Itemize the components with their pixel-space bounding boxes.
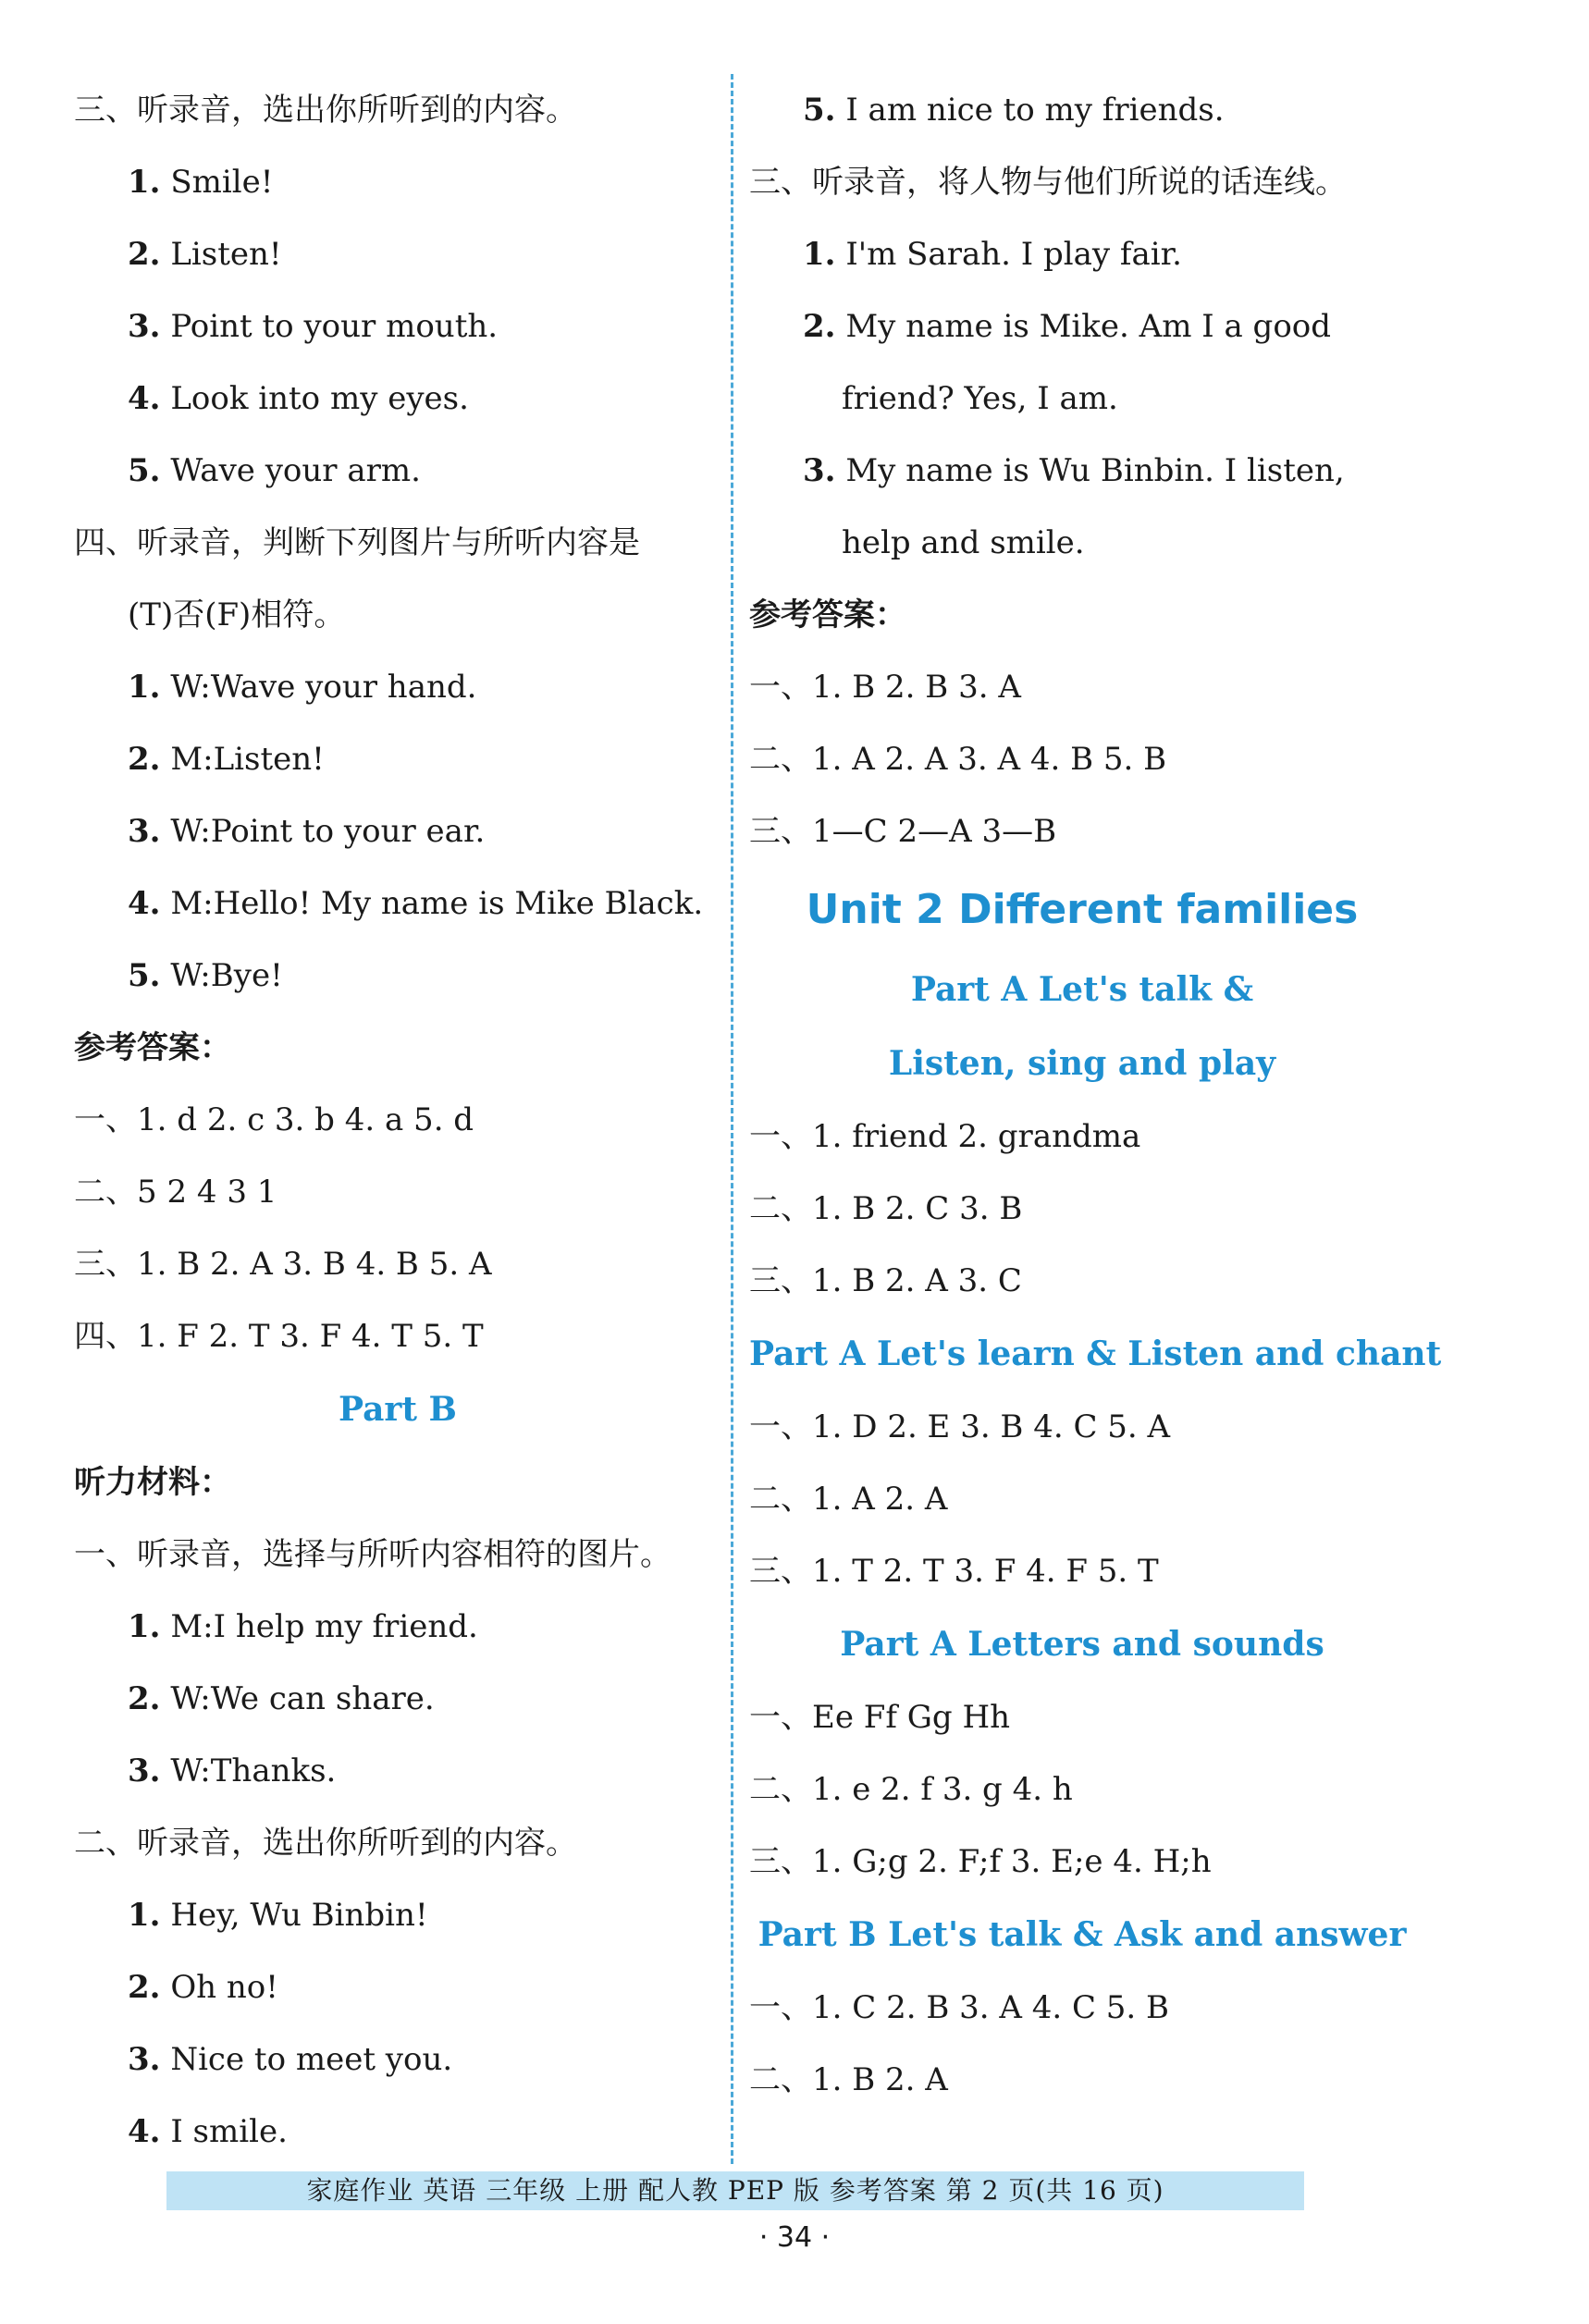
item-text: W:Bye! (170, 957, 283, 994)
column-divider (731, 74, 733, 2164)
item-number: 5. (128, 452, 161, 489)
item-number: 3. (128, 308, 161, 345)
text-line (749, 1972, 1415, 2044)
item-number: 4. (128, 380, 161, 417)
section-title (749, 1027, 1415, 1101)
section-title (749, 1898, 1415, 1972)
item-text: 三、听录音，选出你所听到的内容。 (74, 92, 577, 129)
item-text: 三、1—C 2—A 3—B (749, 813, 1057, 850)
text-line (749, 651, 1415, 723)
text-line (74, 579, 721, 651)
item-number: 3. (803, 452, 836, 489)
item-number: 4. (128, 2113, 161, 2150)
item-text: Listen, sing and play (888, 1044, 1276, 1083)
text-line (74, 1519, 721, 1591)
text-line (74, 146, 721, 218)
item-number: 3. (128, 1752, 161, 1789)
item-text: I smile. (170, 2113, 288, 2150)
item-text: 一、Ee Ff Gg Hh (749, 1699, 1011, 1736)
item-text: 二、1. B 2. C 3. B (749, 1190, 1023, 1227)
text-line (74, 1951, 721, 2023)
item-text: 听力材料： (74, 1464, 231, 1501)
text-line (749, 1753, 1415, 1826)
text-line (74, 507, 721, 579)
text-line (74, 651, 721, 723)
item-text: I am nice to my friends. (845, 92, 1225, 129)
text-line (74, 2096, 721, 2168)
item-text: M:Listen! (170, 741, 325, 778)
text-line (74, 1663, 721, 1735)
item-number: 3. (128, 813, 161, 850)
text-line (74, 795, 721, 867)
item-text: 参考答案： (74, 1029, 231, 1066)
text-line (749, 1245, 1415, 1317)
item-number: 1. (128, 669, 161, 706)
text-line (74, 218, 721, 290)
text-line (749, 723, 1415, 795)
item-text: Listen! (170, 236, 282, 273)
item-text: 二、1. B 2. A (749, 2061, 948, 2098)
item-text: 二、1. A 2. A (749, 1481, 948, 1518)
text-line (74, 74, 721, 146)
item-text: friend? Yes, I am. (842, 380, 1118, 417)
text-line (749, 1681, 1415, 1753)
item-text: Part A Let's talk & (910, 970, 1254, 1009)
item-text: 二、1. e 2. f 3. g 4. h (749, 1771, 1073, 1808)
item-number: 2. (128, 741, 161, 778)
text-line (74, 1084, 721, 1156)
text-line (74, 867, 721, 940)
item-text: Point to your mouth. (170, 308, 499, 345)
item-number: 1. (128, 1897, 161, 1934)
text-line (74, 1879, 721, 1951)
section-title (749, 1317, 1442, 1391)
section-title (749, 953, 1415, 1027)
item-text: 参考答案： (749, 596, 906, 633)
item-text: Nice to meet you. (170, 2041, 453, 2078)
item-text: My name is Wu Binbin. I listen, (845, 452, 1345, 489)
section-title (749, 1607, 1415, 1681)
text-line (749, 507, 1415, 579)
item-text: 三、1. B 2. A 3. C (749, 1262, 1022, 1299)
text-line (749, 74, 1415, 146)
item-text: 一、1. friend 2. grandma (749, 1118, 1141, 1155)
item-text: Unit 2 Different families (806, 886, 1359, 933)
item-number: 2. (128, 236, 161, 273)
item-text: W:Wave your hand. (170, 669, 477, 706)
item-number: 2. (803, 308, 836, 345)
item-text: My name is Mike. Am I a good (845, 308, 1332, 345)
item-number: 1. (128, 164, 161, 201)
right-column (749, 74, 1442, 2116)
item-text: Part A Let's learn & Listen and chant (749, 1334, 1442, 1373)
item-text: 一、1. B 2. B 3. A (749, 669, 1021, 706)
text-line (74, 2023, 721, 2096)
text-line (749, 795, 1415, 867)
text-line (74, 940, 721, 1012)
text-line (74, 1228, 721, 1300)
left-column (74, 74, 721, 2168)
item-text: W:We can share. (170, 1680, 435, 1717)
item-text: 二、1. A 2. A 3. A 4. B 5. B (749, 741, 1167, 778)
item-text: M:Hello! My name is Mike Black. (170, 885, 704, 922)
item-number: 1. (803, 236, 836, 273)
unit-title (749, 867, 1415, 953)
item-number: 2. (128, 1969, 161, 2006)
text-line (74, 1156, 721, 1228)
item-text: W:Point to your ear. (170, 813, 486, 850)
item-text: (T)否(F)相符。 (128, 596, 346, 633)
item-text: 四、听录音，判断下列图片与所听内容是 (74, 524, 640, 561)
item-text: 一、听录音，选择与所听内容相符的图片。 (74, 1536, 671, 1573)
text-line (74, 290, 721, 363)
item-text: 三、听录音，将人物与他们所说的话连线。 (749, 164, 1347, 201)
page-number: · 34 · (758, 2221, 831, 2254)
item-number: 2. (128, 1680, 161, 1717)
text-line (74, 1300, 721, 1372)
item-text: 三、1. B 2. A 3. B 4. B 5. A (74, 1246, 492, 1283)
text-line (74, 1591, 721, 1663)
item-number: 4. (128, 885, 161, 922)
item-text: Part B (339, 1390, 457, 1429)
item-text: W:Thanks. (170, 1752, 337, 1789)
item-text: 二、5 2 4 3 1 (74, 1174, 277, 1211)
item-text: Wave your arm. (170, 452, 421, 489)
section-title (74, 1372, 721, 1446)
item-text: 三、1. T 2. T 3. F 4. F 5. T (749, 1553, 1159, 1590)
item-text: Oh no! (170, 1969, 278, 2006)
text-line (74, 723, 721, 795)
item-text: Smile! (170, 164, 274, 201)
text-line (749, 146, 1415, 218)
item-text: 一、1. d 2. c 3. b 4. a 5. d (74, 1101, 474, 1138)
item-text: Hey, Wu Binbin! (170, 1897, 428, 1934)
item-number: 3. (128, 2041, 161, 2078)
item-text: I'm Sarah. I play fair. (845, 236, 1182, 273)
item-text: Part B Let's talk & Ask and answer (758, 1915, 1407, 1954)
item-text: 一、1. C 2. B 3. A 4. C 5. B (749, 1989, 1170, 2026)
text-line (749, 435, 1415, 507)
item-number: 5. (803, 92, 836, 129)
text-line (749, 2044, 1415, 2116)
item-text: M:I help my friend. (170, 1608, 478, 1645)
text-line (749, 1826, 1415, 1898)
item-text: 一、1. D 2. E 3. B 4. C 5. A (749, 1408, 1171, 1445)
item-text: Look into my eyes. (170, 380, 469, 417)
text-line (749, 363, 1415, 435)
answer-heading (749, 579, 1415, 651)
text-line (74, 435, 721, 507)
item-text: 四、1. F 2. T 3. F 4. T 5. T (74, 1318, 484, 1355)
text-line (749, 218, 1415, 290)
footer-bar: 家庭作业 英语 三年级 上册 配人教 PEP 版 参考答案 第 2 页(共 16 页) (166, 2171, 1304, 2210)
text-line (74, 363, 721, 435)
text-line (749, 1535, 1415, 1607)
item-text: help and smile. (842, 524, 1085, 561)
text-line (74, 1807, 721, 1879)
text-line (749, 1173, 1415, 1245)
item-text: 三、1. G;g 2. F;f 3. E;e 4. H;h (749, 1843, 1212, 1880)
text-line (749, 1391, 1415, 1463)
item-number: 1. (128, 1608, 161, 1645)
answer-heading (74, 1446, 721, 1519)
text-line (749, 290, 1415, 363)
item-text: 二、听录音，选出你所听到的内容。 (74, 1825, 577, 1862)
text-line (749, 1463, 1415, 1535)
answer-heading (74, 1012, 721, 1084)
item-number: 5. (128, 957, 161, 994)
text-line (749, 1101, 1415, 1173)
item-text: Part A Letters and sounds (840, 1625, 1324, 1664)
text-line (74, 1735, 721, 1807)
